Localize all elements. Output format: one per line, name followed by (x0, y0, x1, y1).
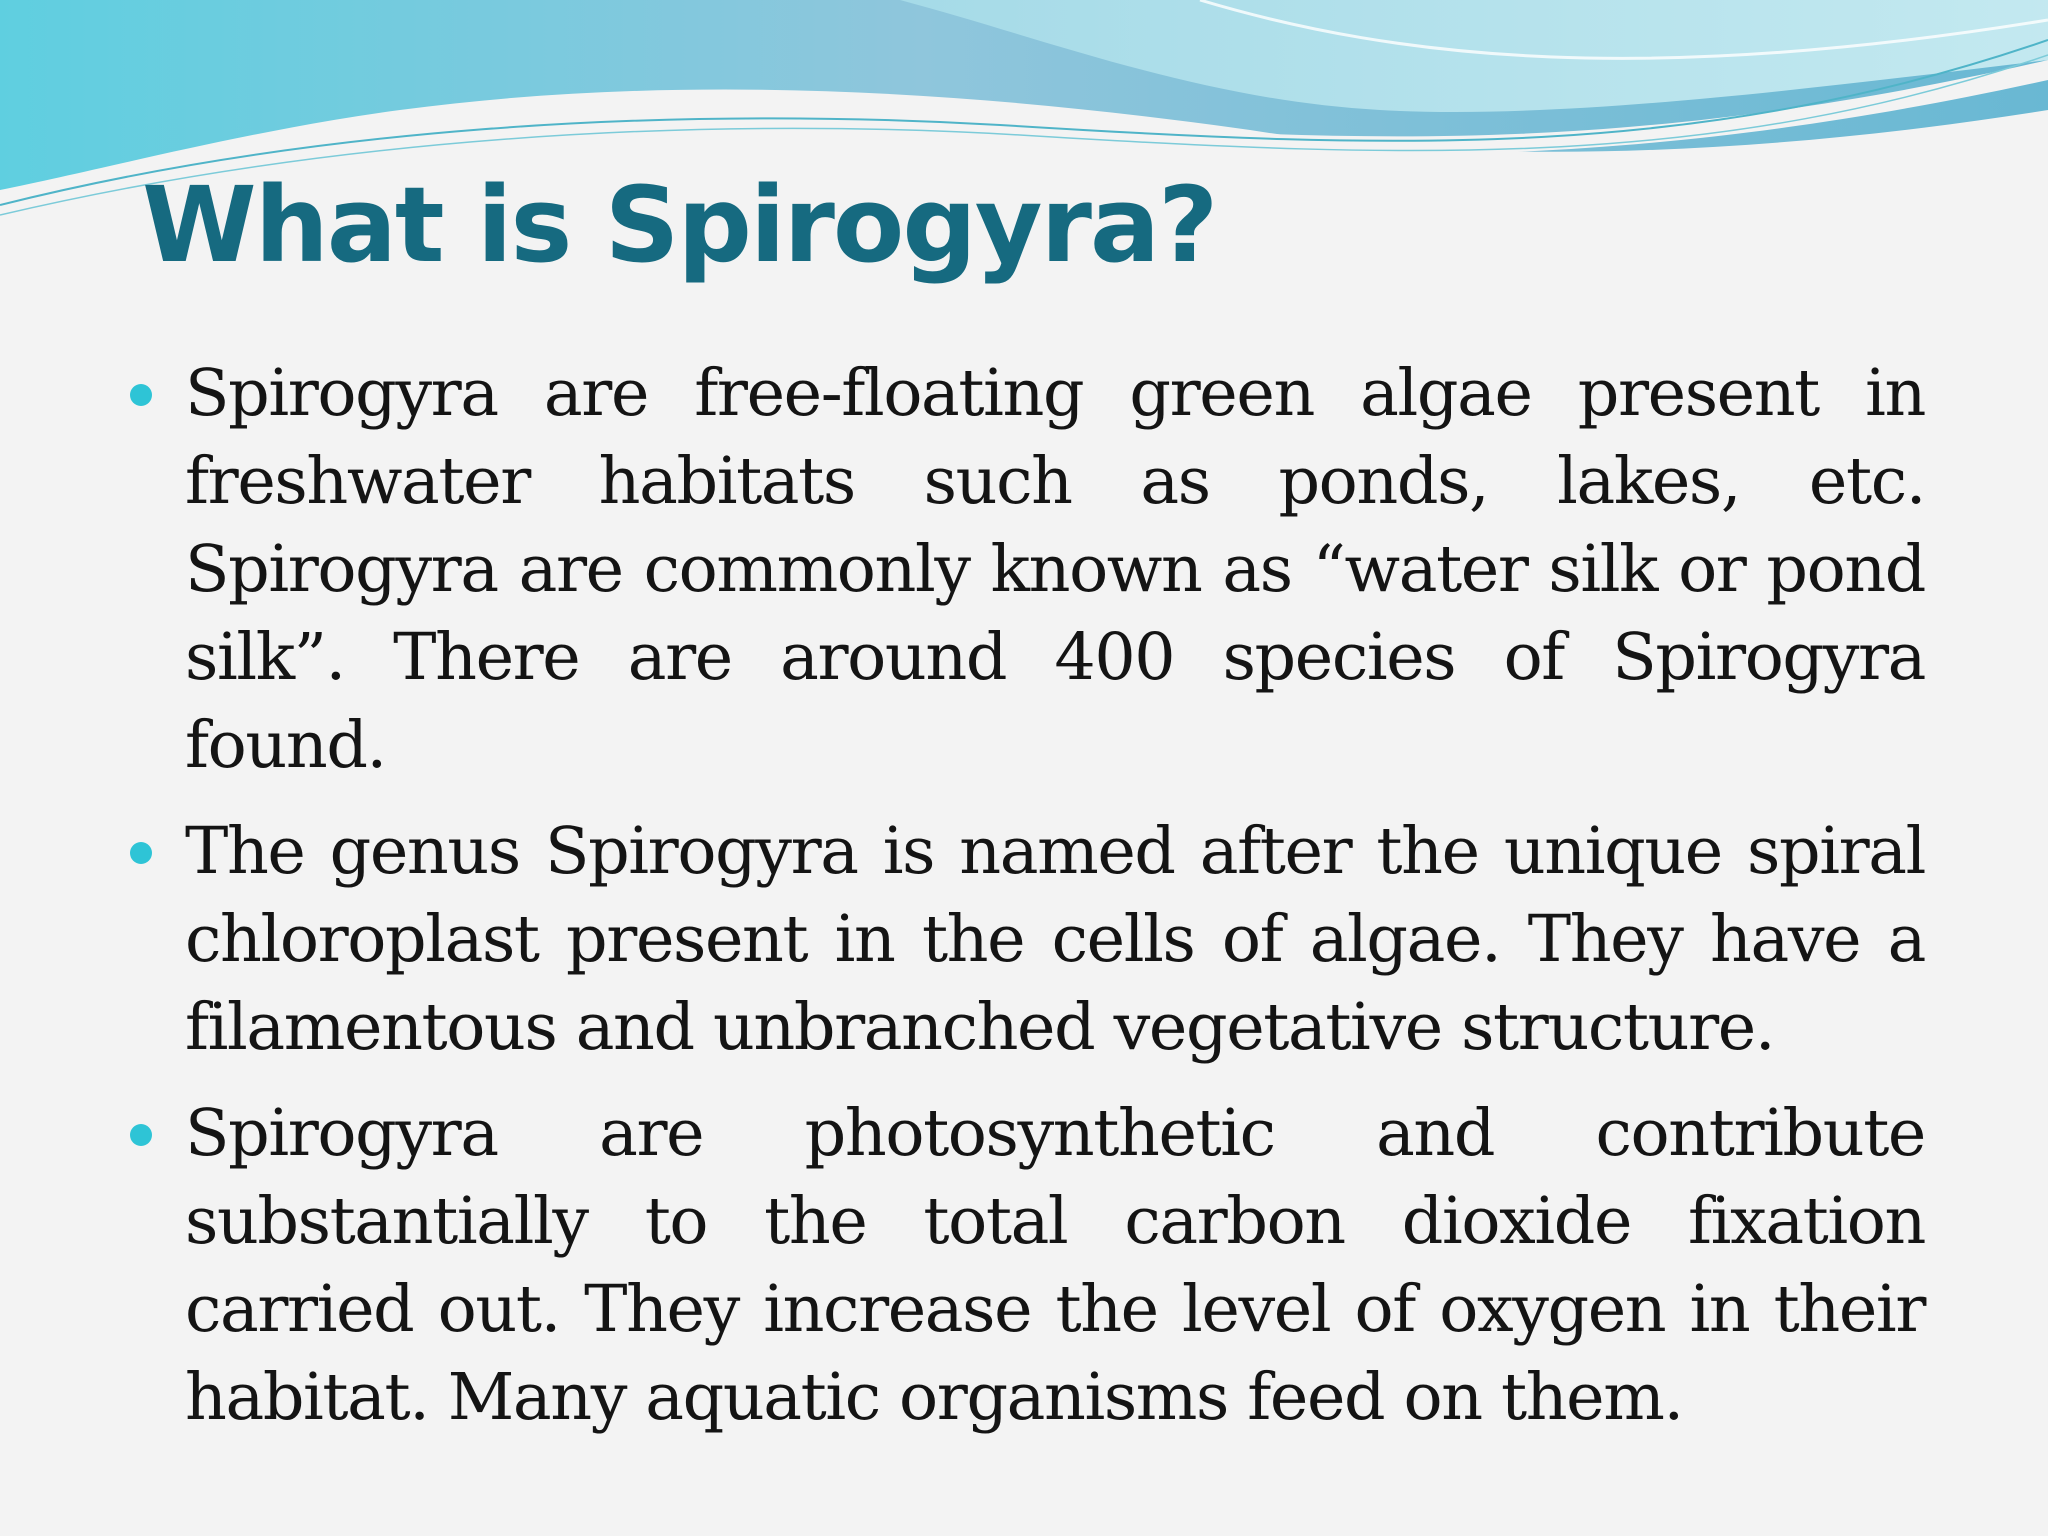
bullet-dot-icon (130, 842, 152, 864)
bullet-list (130, 350, 1925, 1460)
bullet-dot-icon (130, 1124, 152, 1146)
slide-title: What is Spirogyra? (142, 164, 1217, 286)
bullet-dot-icon (130, 384, 152, 406)
bullet-item (130, 1090, 1925, 1442)
bullet-text: Spirogyra are free-floating green algae present in freshwater habitats such as ponds, lakes, etc. Spirogyra are commonly known as “water silk or pond silk”. There are around 400 species of Spirogyra found. (185, 356, 1925, 783)
bullet-item (130, 350, 1925, 790)
bullet-text: The genus Spirogyra is named after the unique spiral chloroplast present in the cells of algae. They have a filamentous and unbranched vegetative structure. (185, 814, 1925, 1065)
bullet-text: Spirogyra are photosynthetic and contribute substantially to the total carbon dioxide fixation carried out. They increase the level of oxygen in their habitat. Many aquatic organisms feed on them. (185, 1096, 1925, 1435)
bullet-item (130, 808, 1925, 1072)
